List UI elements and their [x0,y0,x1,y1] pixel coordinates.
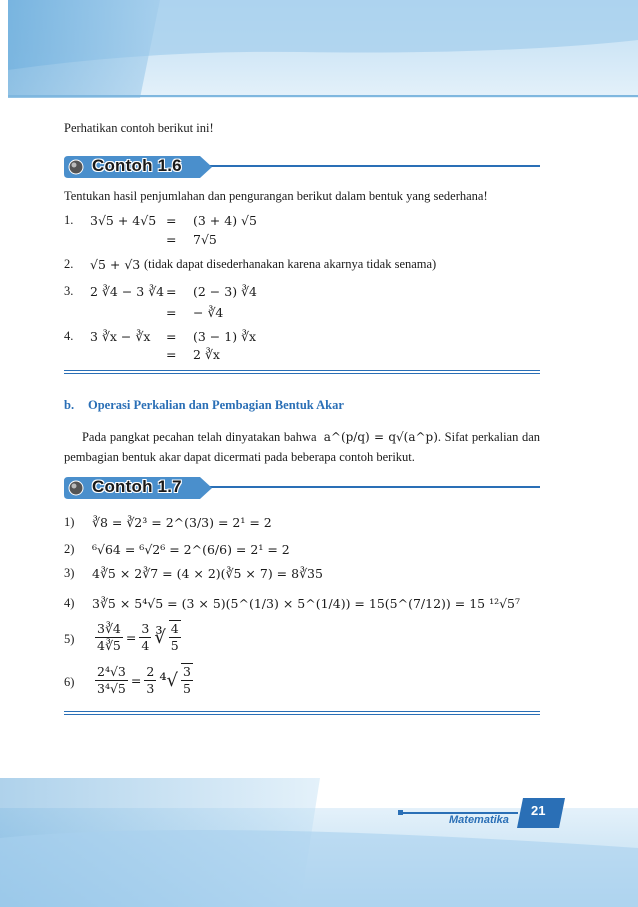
fractional-power-formula: a^(p/q) = q√(a^p) [323,430,438,444]
equals-sign: = [166,232,177,247]
radical-sign: ⁴√ [159,669,179,691]
fraction-numerator: 4 [170,621,179,636]
item-number: 4. [64,329,74,343]
fraction-numerator: 2 [146,663,155,679]
item-result: (3 + 4) √5 [193,213,257,228]
item-number: 1) [64,515,75,529]
section-title: Operasi Perkalian dan Pembagian Bentuk Akar [88,398,344,412]
fraction-denominator: 5 [170,638,179,653]
item-expression: ∛8 = ∛2³ = 2^(3/3) = 2¹ = 2 [92,515,272,530]
item-number: 3. [64,284,74,298]
item-number: 5) [64,632,75,646]
section-divider [64,370,540,374]
fraction-numerator: 3 [183,664,191,679]
item-expression: 3√5 + 4√5 [90,213,157,228]
contoh-17-header [64,477,540,503]
equals-sign: = [166,329,177,344]
fraction-numerator: 3 [141,620,150,636]
fraction-denominator: 3 [146,680,155,696]
fraction-denominator: 5 [183,681,191,696]
header-rule [184,486,540,488]
fraction [139,621,151,654]
contoh-16-title: Contoh 1.6 [92,156,182,175]
fraction [169,620,181,654]
section-letter: b. [64,398,75,412]
paragraph-text: Pada pangkat pecahan telah dinyatakan bahwa [81,430,317,444]
contoh-16-header [64,156,540,182]
equals-sign: = [166,347,177,362]
fraction-denominator: 3⁴√5 [97,680,126,696]
contoh-17-title: Contoh 1.7 [92,477,182,496]
subject-label: Matematika [449,814,509,826]
item-expression: √5 + √3 [90,257,141,272]
fraction [95,621,123,654]
item-number: 4) [64,596,75,610]
fraction-denominator: 4 [141,637,150,653]
fraction [144,664,156,697]
equals-sign: = [166,284,177,299]
section-divider [64,711,540,715]
item-result: (2 − 3) ∛4 [193,284,257,299]
item-note: (tidak dapat disederhanakan karena akarnya tidak senama) [144,257,437,271]
item-number: 1. [64,213,74,227]
item-result: − ∛4 [193,305,224,320]
fraction [95,664,128,697]
fraction-numerator: 2⁴√3 [97,663,126,679]
section-paragraph [64,427,540,467]
equals-sign: = [125,629,137,645]
fraction [181,663,193,697]
top-banner [0,0,638,118]
page-number: 21 [531,803,546,818]
item-result: (3 − 1) ∛x [193,329,257,344]
task-text: Tentukan hasil penjumlahan dan pengurangan berikut dalam bentuk yang sederhana! [64,189,488,203]
equals-sign: = [166,305,177,320]
item-expression: 4∛5 × 2∛7 = (4 × 2)(∛5 × 7) = 8∛35 [92,566,323,581]
item-result: 7√5 [193,232,217,247]
section-heading [64,398,344,413]
item-expression: 2 ∛4 − 3 ∛4 [90,284,165,299]
item-number: 2. [64,257,74,271]
equals-sign: = [130,672,142,688]
paragraph-text: . Sifat perkalian dan pembagian bentuk akar dapat dicermati pada beberapa contoh berikut. [64,430,540,464]
header-rule [184,165,540,167]
item-expression: 3 ∛x − ∛x [90,329,151,344]
intro-text: Perhatikan contoh berikut ini! [64,121,214,135]
item-number: 3) [64,566,75,580]
equals-sign: = [166,213,177,228]
item-expression [92,620,184,654]
fraction-numerator: 3∛4 [97,620,121,636]
item-result: 2 ∛x [193,347,220,362]
item-number: 2) [64,542,75,556]
item-expression [92,663,196,697]
fraction-denominator: 4∛5 [97,637,121,653]
item-number: 6) [64,675,75,689]
item-expression: 3∛5 × 5⁴√5 = (3 × 5)(5^(1/3) × 5^(1/4)) = 15(5^(7/12)) = 15 ¹²√5⁷ [92,596,521,611]
radical-sign: ∛ [154,626,166,648]
item-expression: ⁶√64 = ⁶√2⁶ = 2^(6/6) = 2¹ = 2 [92,542,290,557]
